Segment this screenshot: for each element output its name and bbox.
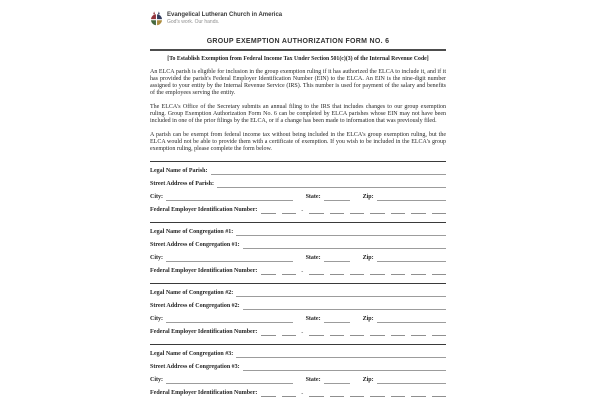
ein-digit-blank[interactable] bbox=[309, 269, 323, 275]
ein-digit-blank[interactable] bbox=[432, 208, 446, 214]
ein-digit-blank[interactable] bbox=[432, 391, 446, 397]
ein-hyphen: - bbox=[301, 269, 304, 275]
ein-digit-blank[interactable] bbox=[282, 208, 296, 214]
street-address-label: Street Address of Congregation #2: bbox=[150, 303, 240, 309]
city-field[interactable] bbox=[166, 378, 293, 384]
ein-digit-blank[interactable] bbox=[411, 391, 425, 397]
ein-digit-blank[interactable] bbox=[350, 330, 364, 336]
ein-hyphen: - bbox=[301, 208, 304, 214]
legal-name-label: Legal Name of Parish: bbox=[150, 168, 208, 174]
ein-digit-blank[interactable] bbox=[432, 269, 446, 275]
form-subtitle: [To Establish Exemption from Federal Income Tax Under Section 501(c)(3) of the Internal Revenue Code] bbox=[167, 56, 429, 62]
ein-hyphen: - bbox=[301, 330, 304, 336]
city-state-zip-row bbox=[150, 255, 446, 262]
city-label: City: bbox=[150, 255, 163, 261]
legal-name-field[interactable] bbox=[236, 352, 446, 358]
zip-label: Zip: bbox=[362, 194, 374, 200]
state-field[interactable] bbox=[324, 195, 350, 201]
form-title: GROUP EXEMPTION AUTHORIZATION FORM NO. 6 bbox=[150, 38, 446, 51]
org-lockup-text bbox=[167, 11, 282, 25]
city-field[interactable] bbox=[166, 195, 293, 201]
street-address-field[interactable] bbox=[243, 304, 446, 310]
intro-paragraph-1: An ELCA parish is eligible for inclusion in the group exemption ruling if it has authorized the ELCA to include it, and if it has provided the parish's Federal Employer Identification Number (EIN) to the ELCA. An EIN is the nine-digit number assigned to your entity by the Internal Revenue Service (IRS). This number is used for payment of the salary and benefits of the employees serving the entity. bbox=[150, 69, 446, 96]
document-content bbox=[150, 11, 446, 397]
state-field[interactable] bbox=[324, 317, 350, 323]
ein-digit-blank[interactable] bbox=[370, 330, 384, 336]
street-address-row bbox=[150, 364, 446, 371]
ein-digit-blank[interactable] bbox=[391, 391, 405, 397]
ein-row bbox=[150, 207, 446, 214]
ein-digit-blank[interactable] bbox=[330, 269, 344, 275]
state-label: State: bbox=[305, 194, 321, 200]
ein-hyphen: - bbox=[301, 391, 304, 397]
ein-label: Federal Employer Identification Number: bbox=[150, 390, 258, 396]
ein-digit-blank[interactable] bbox=[261, 391, 275, 397]
ein-digit-blank[interactable] bbox=[261, 330, 275, 336]
section-parish bbox=[150, 161, 446, 222]
ein-digit-blank[interactable] bbox=[282, 391, 296, 397]
zip-field[interactable] bbox=[377, 317, 446, 323]
street-address-row bbox=[150, 242, 446, 249]
ein-digit-blank[interactable] bbox=[370, 208, 384, 214]
ein-row bbox=[150, 329, 446, 336]
intro-paragraph-3: A parish can be exempt from federal income tax without being included in the ELCA's group exemption ruling, but the ELCA would not be able to provide them with a certificate of exemption. If you wish to be included in the ELCA's group exemption ruling, please complete the form below. bbox=[150, 132, 446, 152]
city-label: City: bbox=[150, 194, 163, 200]
ein-digit-blank[interactable] bbox=[391, 330, 405, 336]
ein-digit-blank[interactable] bbox=[309, 208, 323, 214]
ein-digit-blank[interactable] bbox=[309, 391, 323, 397]
city-label: City: bbox=[150, 377, 163, 383]
ein-label: Federal Employer Identification Number: bbox=[150, 268, 258, 274]
ein-digit-blank[interactable] bbox=[350, 269, 364, 275]
street-address-label: Street Address of Congregation #3: bbox=[150, 364, 240, 370]
ein-digit-blank[interactable] bbox=[370, 391, 384, 397]
city-label: City: bbox=[150, 316, 163, 322]
legal-name-field[interactable] bbox=[211, 169, 447, 175]
street-address-field[interactable] bbox=[243, 243, 446, 249]
zip-label: Zip: bbox=[362, 255, 374, 261]
ein-digit-blank[interactable] bbox=[350, 208, 364, 214]
street-address-row bbox=[150, 181, 446, 188]
street-address-field[interactable] bbox=[217, 182, 446, 188]
ein-blanks bbox=[257, 330, 446, 336]
org-header bbox=[150, 11, 446, 26]
state-label: State: bbox=[305, 316, 321, 322]
ein-digit-blank[interactable] bbox=[330, 208, 344, 214]
ein-digit-blank[interactable] bbox=[261, 208, 275, 214]
intro-paragraph-2: The ELCA's Office of the Secretary submits an annual filing to the IRS that includes changes to our group exemption ruling. Group Exemption Authorization Form No. 6 can be completed by ELCA parishes whose EIN may not have been included in one of the prior filings by the ELCA, or if a change has been made to information that was previously filed. bbox=[150, 104, 446, 124]
ein-label: Federal Employer Identification Number: bbox=[150, 329, 258, 335]
ein-digit-blank[interactable] bbox=[370, 269, 384, 275]
ein-digit-blank[interactable] bbox=[411, 330, 425, 336]
org-tagline: God's work. Our hands. bbox=[167, 19, 220, 25]
ein-digit-blank[interactable] bbox=[330, 330, 344, 336]
form-sections bbox=[150, 161, 446, 397]
legal-name-label: Legal Name of Congregation #1: bbox=[150, 229, 234, 235]
ein-row bbox=[150, 390, 446, 397]
section-congregation-3 bbox=[150, 344, 446, 397]
ein-row bbox=[150, 268, 446, 275]
street-address-label: Street Address of Congregation #1: bbox=[150, 242, 240, 248]
elca-logo-icon bbox=[150, 11, 163, 26]
legal-name-label: Legal Name of Congregation #3: bbox=[150, 351, 234, 357]
zip-field[interactable] bbox=[377, 195, 446, 201]
legal-name-row bbox=[150, 229, 446, 236]
section-congregation-1 bbox=[150, 222, 446, 283]
ein-digit-blank[interactable] bbox=[309, 330, 323, 336]
legal-name-field[interactable] bbox=[236, 230, 446, 236]
ein-digit-blank[interactable] bbox=[330, 391, 344, 397]
ein-digit-blank[interactable] bbox=[282, 269, 296, 275]
city-state-zip-row bbox=[150, 377, 446, 384]
state-label: State: bbox=[305, 255, 321, 261]
city-state-zip-row bbox=[150, 316, 446, 323]
zip-label: Zip: bbox=[362, 377, 374, 383]
zip-label: Zip: bbox=[362, 316, 374, 322]
legal-name-row bbox=[150, 168, 446, 175]
ein-digit-blank[interactable] bbox=[391, 269, 405, 275]
zip-field[interactable] bbox=[377, 256, 446, 262]
legal-name-row bbox=[150, 290, 446, 297]
legal-name-label: Legal Name of Congregation #2: bbox=[150, 290, 234, 296]
ein-digit-blank[interactable] bbox=[432, 330, 446, 336]
ein-digit-blank[interactable] bbox=[282, 330, 296, 336]
ein-blanks bbox=[257, 208, 446, 214]
zip-field[interactable] bbox=[377, 378, 446, 384]
ein-digit-blank[interactable] bbox=[391, 208, 405, 214]
ein-digit-blank[interactable] bbox=[411, 208, 425, 214]
org-name: Evangelical Lutheran Church in America bbox=[167, 12, 283, 18]
ein-label: Federal Employer Identification Number: bbox=[150, 207, 258, 213]
city-state-zip-row bbox=[150, 194, 446, 201]
ein-digit-blank[interactable] bbox=[411, 269, 425, 275]
street-address-label: Street Address of Parish: bbox=[150, 181, 214, 187]
legal-name-field[interactable] bbox=[236, 291, 446, 297]
city-field[interactable] bbox=[166, 256, 293, 262]
street-address-row bbox=[150, 303, 446, 310]
state-field[interactable] bbox=[324, 256, 350, 262]
legal-name-row bbox=[150, 351, 446, 358]
section-congregation-2 bbox=[150, 283, 446, 344]
ein-blanks bbox=[257, 269, 446, 275]
state-label: State: bbox=[305, 377, 321, 383]
ein-digit-blank[interactable] bbox=[350, 391, 364, 397]
street-address-field[interactable] bbox=[243, 365, 446, 371]
ein-blanks bbox=[257, 391, 446, 397]
ein-digit-blank[interactable] bbox=[261, 269, 275, 275]
city-field[interactable] bbox=[166, 317, 293, 323]
state-field[interactable] bbox=[324, 378, 350, 384]
